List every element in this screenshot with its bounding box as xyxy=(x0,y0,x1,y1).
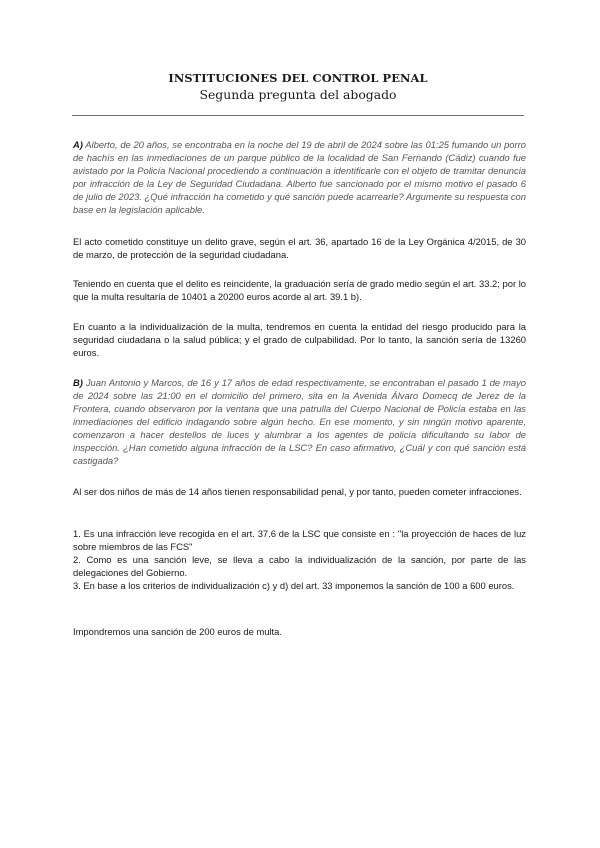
document-title: INSTITUCIONES DEL CONTROL PENAL xyxy=(168,71,428,85)
answer-b-item-3: 3. En base a los criterios de individualización c) y d) del art. 33 imponemos la sanción de 100 a 600 euros. xyxy=(73,580,515,591)
question-a xyxy=(73,138,526,216)
answer-b-item-2: 2. Como es una sanción leve, se lleva a cabo la individualización de la sanción, por parte de las delegaciones del Gobierno. xyxy=(73,554,526,578)
answer-b-item-1: 1. Es una infracción leve recogida en el art. 37.6 de la LSC que consiste en : "la proyección de haces de luz sobre miembros de las FCS" xyxy=(73,528,526,552)
question-a-text: Alberto, de 20 años, se encontraba en la noche del 19 de abril de 2024 sobre las 01:25 fumando un porro de hachís en las inmediaciones de un parque público de la localidad de San Fernando (Cádiz) cuando fue avistado por la Policía Nacional procediendo a continuación a identificarle con el objeto de tramitar denuncia por infracción de la Ley de Seguridad Ciudadana. Alberto fue sancionado por el mismo motivo el pasado 6 de julio de 2023. ¿Qué infracción ha cometido y qué sanción puede acarrearle? Argumente su respuesta con base en la legislación aplicable. xyxy=(73,139,526,215)
answer-b-conclusion: Impondremos una sanción de 200 euros de multa. xyxy=(73,626,282,637)
question-b-letter: B) xyxy=(73,377,83,388)
answer-a-paragraph-2: Teniendo en cuenta que el delito es reincidente, la graduación sería de grado medio según el art. 33.2; por lo que la multa resultaría de 10401 a 20200 euros acorde al art. 39.1 b). xyxy=(73,278,526,302)
answer-b-list xyxy=(73,527,526,592)
document-header xyxy=(72,71,524,103)
question-b-text: Juan Antonio y Marcos, de 16 y 17 años de edad respectivamente, se encontraban el pasado 1 de mayo de 2024 sobre las 21:00 en el domicilio del primero, sita en la Avenida Álvaro Domecq de Jerez de la Frontera, cuando observaron por la ventana que una patrulla del Cuerpo Nacional de Policía estaba en las inmediaciones del edificio indagando sobre algún hecho. En ese momento, y sin ningún motivo aparente, comenzaron a hacer destellos de luces y alumbrar a los agentes de policía dificultando su labor de inspección. ¿Han cometido alguna infracción de la LSC? En caso afirmativo, ¿Cuál y con qué sanción está castigada? xyxy=(73,377,526,466)
answer-b-intro: Al ser dos niños de más de 14 años tienen responsabilidad penal, y por tanto, pueden cometer infracciones. xyxy=(73,486,522,497)
answer-a-paragraph-3: En cuanto a la individualización de la multa, tendremos en cuenta la entidad del riesgo producido para la seguridad ciudadana o la salud pública; y el grado de culpabilidad. Por lo tanto, la sanción sería de 13260 euros. xyxy=(73,321,526,358)
question-b xyxy=(73,376,526,467)
question-a-letter: A) xyxy=(73,139,83,150)
document-subtitle: Segunda pregunta del abogado xyxy=(199,87,397,102)
header-divider xyxy=(72,115,524,116)
answer-a-paragraph-1: El acto cometido constituye un delito grave, según el art. 36, apartado 16 de la Ley Orgánica 4/2015, de 30 de marzo, de protección de la seguridad ciudadana. xyxy=(73,236,526,260)
